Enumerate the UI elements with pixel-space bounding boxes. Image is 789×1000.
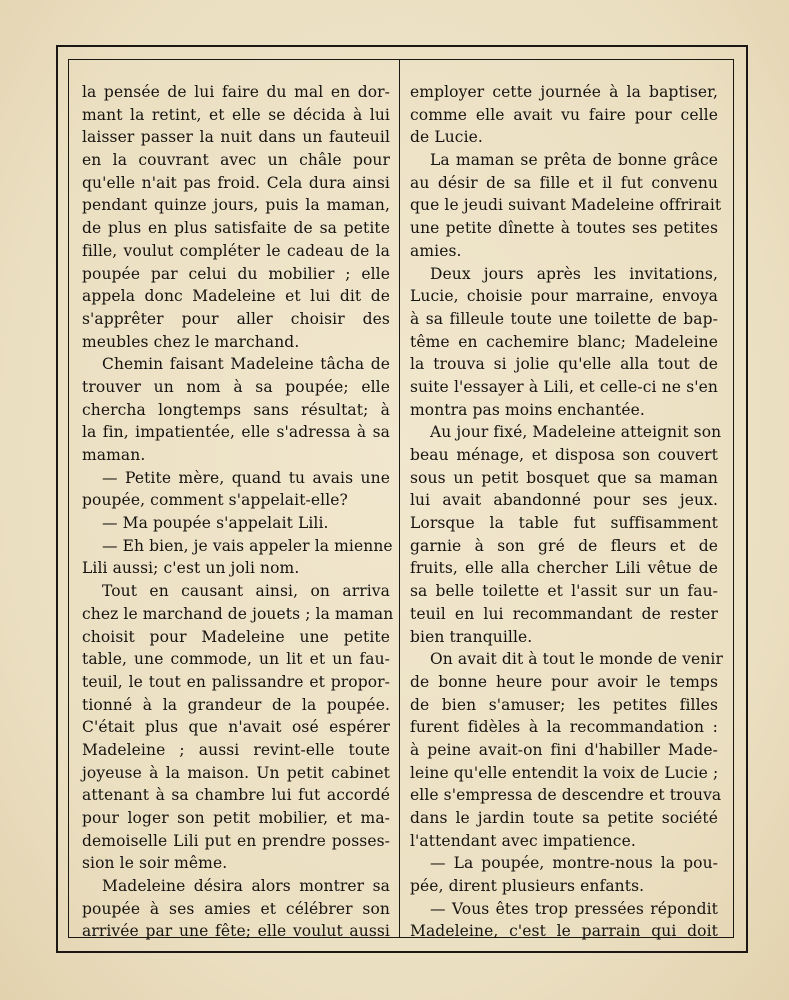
text-line: au désir de sa fille et il fut convenu bbox=[410, 173, 718, 192]
text-line: maman. bbox=[82, 446, 146, 464]
text-line: La maman se prêta de bonne grâce bbox=[430, 151, 718, 170]
text-line: sa belle toilette et l'assit sur un fau- bbox=[410, 582, 718, 601]
text-line: demoiselle Lili put en prendre posses- bbox=[82, 831, 390, 850]
text-line: attenant à sa chambre lui fut accordé bbox=[82, 786, 390, 805]
text-line: à peine avait-on fini d'habiller Made- bbox=[410, 740, 718, 759]
text-line: meubles chez le marchand. bbox=[82, 332, 300, 351]
text-line: — Petite mère, quand tu avais une bbox=[102, 468, 390, 487]
text-line: — Eh bien, je vais appeler la mienne bbox=[102, 536, 393, 555]
right-text-column bbox=[410, 81, 723, 943]
text-line: Au jour fixé, Madeleine atteignit son bbox=[430, 423, 722, 442]
text-line: poupée, comment s'appelait-elle? bbox=[82, 491, 348, 510]
text-line: employer cette journée à la baptiser, bbox=[410, 83, 718, 101]
text-line: — Ma poupée s'appelait Lili. bbox=[102, 514, 329, 533]
column-divider bbox=[399, 59, 400, 937]
text-line: pée, dirent plusieurs enfants. bbox=[410, 877, 645, 896]
text-line: en la couvrant avec un châle pour bbox=[82, 151, 390, 170]
text-line: Lorsque la table fut suffisamment bbox=[410, 514, 718, 533]
text-line: poupée par celui du mobilier ; elle bbox=[82, 264, 390, 283]
text-line: elle s'empressa de descendre et trouva bbox=[410, 786, 722, 805]
text-line: teuil en lui recommandant de rester bbox=[410, 604, 718, 623]
text-line: de bonne heure pour avoir le temps bbox=[410, 672, 718, 691]
text-line: leine qu'elle entendit la voix de Lucie ; bbox=[410, 763, 719, 782]
text-line: que le jeudi suivant Madeleine offrirait bbox=[410, 196, 722, 215]
text-line: Deux jours après les invitations, bbox=[430, 264, 718, 283]
text-line: fruits, elle alla chercher Lili vêtue de bbox=[410, 559, 718, 578]
text-line: la trouva si jolie qu'elle alla tout de bbox=[410, 355, 718, 374]
text-line: laisser passer la nuit dans un fauteuil bbox=[82, 128, 390, 147]
text-line: poupée à ses amies et célébrer son bbox=[82, 899, 390, 918]
text-line: Madeleine, c'est le parrain qui doit bbox=[410, 922, 718, 941]
text-line: à sa filleule toute une toilette de bap- bbox=[410, 309, 718, 328]
text-line: Lucie, choisie pour marraine, envoya bbox=[410, 287, 718, 306]
text-line: Lili aussi; c'est un joli nom. bbox=[82, 559, 300, 578]
text-line: l'attendant avec impatience. bbox=[410, 831, 636, 850]
text-line: teuil, le tout en palissandre et propor- bbox=[82, 672, 390, 691]
text-line: de bien s'amuser; les petites filles bbox=[410, 695, 718, 714]
text-line: tême en cachemire blanc; Madeleine bbox=[410, 332, 718, 351]
text-line: bien tranquille. bbox=[410, 627, 533, 646]
text-line: pour loger son petit mobilier, et ma- bbox=[82, 809, 390, 827]
text-line: joyeuse à la maison. Un petit cabinet bbox=[82, 763, 390, 782]
text-line: chercha longtemps sans résultat; à bbox=[82, 400, 390, 419]
text-line: Madeleine désira alors montrer sa bbox=[102, 877, 390, 896]
text-line: Tout en causant ainsi, on arriva bbox=[102, 582, 390, 601]
text-line: de Lucie. bbox=[410, 128, 483, 147]
text-line: furent fidèles à la recommandation : bbox=[410, 718, 718, 737]
text-line: choisit pour Madeleine une petite bbox=[82, 627, 390, 646]
text-line: — La poupée, montre-nous la pou- bbox=[430, 854, 718, 873]
text-line: fille, voulut compléter le cadeau de la bbox=[82, 241, 390, 260]
text-line: pendant quinze jours, puis la maman, bbox=[82, 196, 390, 215]
text-line: suite l'essayer à Lili, et celle-ci ne s'en bbox=[410, 377, 718, 396]
left-text-column bbox=[82, 81, 394, 943]
text-line: comme elle avait vu faire pour celle bbox=[410, 105, 718, 124]
text-line: dans le jardin toute sa petite société bbox=[410, 809, 718, 827]
text-line: arrivée par une fête; elle voulut aussi bbox=[82, 922, 390, 941]
text-line: appela donc Madeleine et lui dit de bbox=[82, 287, 390, 306]
text-line: sous un petit bosquet que sa maman bbox=[410, 468, 718, 487]
text-line: — Vous êtes trop pressées répondit bbox=[430, 899, 718, 918]
text-line: amies. bbox=[410, 241, 462, 260]
text-line: sion le soir même. bbox=[82, 854, 228, 873]
text-line: Chemin faisant Madeleine tâcha de bbox=[102, 355, 390, 374]
text-line: table, une commode, un lit et un fau- bbox=[82, 650, 390, 669]
text-line: la pensée de lui faire du mal en dor- bbox=[82, 83, 390, 101]
text-line: mant la retint, et elle se décida à lui bbox=[82, 105, 390, 124]
text-line: garnie à son gré de fleurs et de bbox=[410, 536, 718, 555]
text-line: chez le marchand de jouets ; la maman bbox=[82, 604, 394, 623]
text-line: de plus en plus satisfaite de sa petite bbox=[82, 219, 390, 238]
text-line: C'était plus que n'avait osé espérer bbox=[82, 718, 390, 737]
text-line: une petite dînette à toutes ses petites bbox=[410, 219, 718, 238]
text-line: lui avait abandonné pour ses jeux. bbox=[410, 491, 718, 510]
text-line: montra pas moins enchantée. bbox=[410, 400, 645, 419]
text-line: la fin, impatientée, elle s'adressa à sa bbox=[82, 423, 390, 442]
text-line: qu'elle n'ait pas froid. Cela dura ainsi bbox=[82, 173, 390, 192]
text-line: On avait dit à tout le monde de venir bbox=[430, 650, 723, 669]
text-line: s'apprêter pour aller choisir des bbox=[82, 309, 390, 328]
text-line: Madeleine ; aussi revint-elle toute bbox=[82, 740, 390, 759]
text-line: beau ménage, et disposa son couvert bbox=[410, 446, 718, 464]
text-line: tionné à la grandeur de la poupée. bbox=[82, 695, 390, 714]
text-line: trouver un nom à sa poupée; elle bbox=[82, 377, 390, 396]
